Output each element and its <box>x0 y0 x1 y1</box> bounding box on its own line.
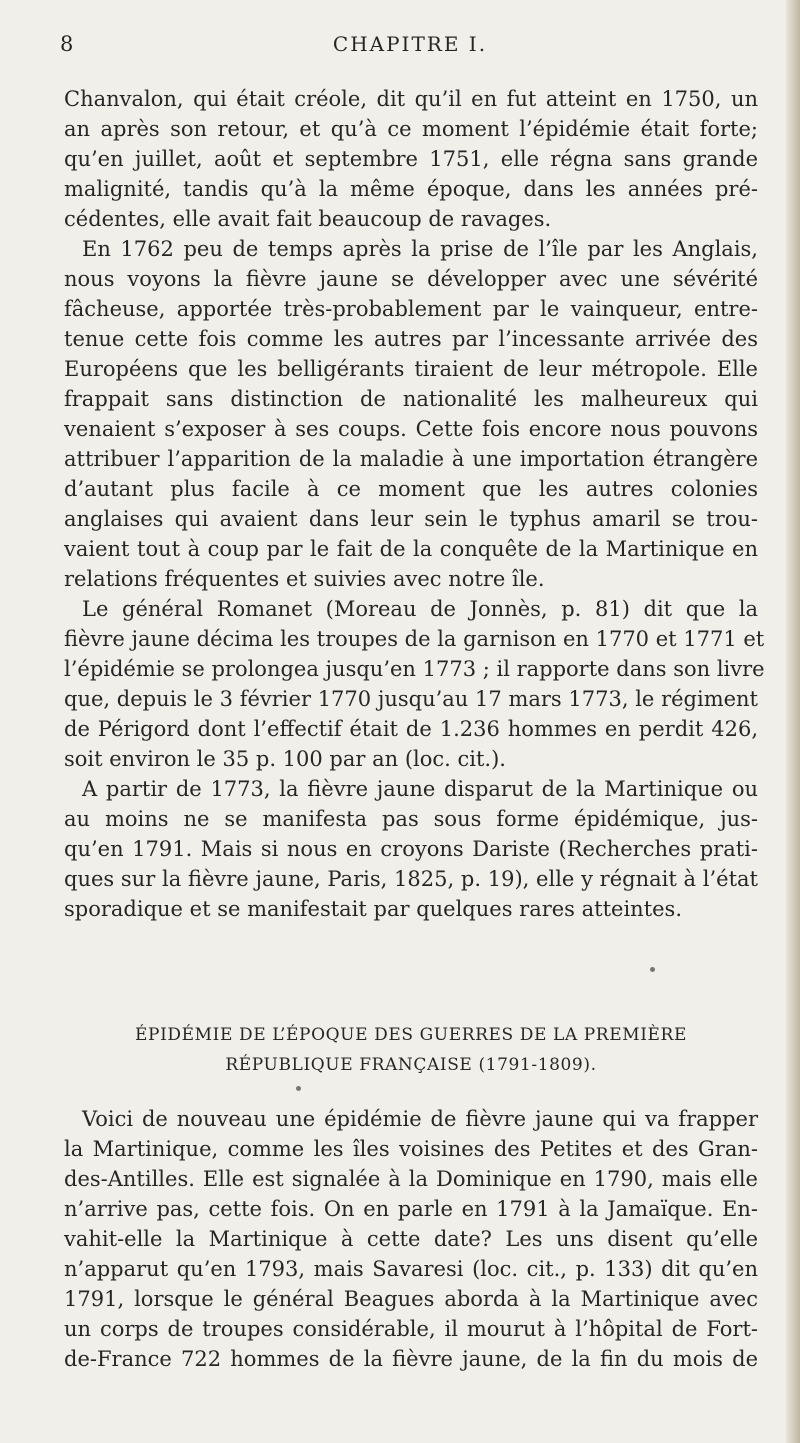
text-line: 1791, lorsque le général Beagues aborda à la Martinique avec <box>64 1287 758 1311</box>
paragraph-2 <box>64 234 758 594</box>
text-line: fièvre jaune décima les troupes de la garnison en 1770 et 1771 et <box>64 627 765 651</box>
text-line: qu’en juillet, août et septembre 1751, elle régna sans grande <box>64 147 758 171</box>
text-line: vahit-elle la Martinique à cette date? Les uns disent qu’elle <box>64 1227 758 1251</box>
text-line: n’arrive pas, cette fois. On en parle en 1791 à la Jamaïque. En- <box>64 1197 758 1221</box>
text-line: tenue cette fois comme les autres par l’incessante arrivée des <box>64 327 758 351</box>
page-header <box>60 32 760 66</box>
text-line: attribuer l’apparition de la maladie à une importation étrangère <box>64 447 758 471</box>
page-edge <box>786 0 800 1443</box>
text-line: qu’en 1791. Mais si nous en croyons Dariste (Recherches prati- <box>64 837 758 861</box>
paragraph-1 <box>64 84 758 234</box>
text-line: soit environ le 35 p. 100 par an (loc. cit.). <box>64 747 506 771</box>
paragraph-3 <box>64 594 765 774</box>
text-line: ques sur la fièvre jaune, Paris, 1825, p. 19), elle y régnait à l’état <box>64 867 758 891</box>
section-heading <box>64 1020 758 1080</box>
text-line: de-France 722 hommes de la fièvre jaune, de la fin du mois de <box>64 1347 758 1371</box>
text-line: fâcheuse, apportée très-probablement par le vainqueur, entre- <box>64 297 758 321</box>
text-line: Le général Romanet (Moreau de Jonnès, p. 81) dit que la <box>82 597 758 621</box>
text-line: de Périgord dont l’effectif était de 1.236 hommes en perdit 426, <box>64 717 758 741</box>
text-line: A partir de 1773, la fièvre jaune disparut de la Martinique ou <box>82 777 758 801</box>
text-line: d’autant plus facile à ce moment que les autres colonies <box>64 477 758 501</box>
text-line: anglaises qui avaient dans leur sein le typhus amaril se trou- <box>64 507 758 531</box>
text-line: venaient s’exposer à ses coups. Cette fois encore nous pouvons <box>64 417 758 441</box>
text-line: que, depuis le 3 février 1770 jusqu’au 17 mars 1773, le régiment <box>64 687 758 711</box>
page-number: 8 <box>60 32 75 56</box>
text-line: des-Antilles. Elle est signalée à la Dominique en 1790, mais elle <box>64 1167 758 1191</box>
text-line: Chanvalon, qui était créole, dit qu’il en fut atteint en 1750, un <box>64 87 758 111</box>
text-line: malignité, tandis qu’à la même époque, dans les années pré- <box>64 177 758 201</box>
section-heading-line: ÉPIDÉMIE DE L’ÉPOQUE DES GUERRES DE LA PREMIÈRE <box>135 1025 687 1045</box>
text-line: Européens que les belligérants tiraient de leur métropole. Elle <box>64 357 758 381</box>
running-title: CHAPITRE I. <box>332 32 488 56</box>
paragraph-4 <box>64 774 758 924</box>
text-line: En 1762 peu de temps après la prise de l’île par les Anglais, <box>82 237 758 261</box>
text-line: nous voyons la fièvre jaune se développer avec une sévérité <box>64 267 758 291</box>
section-paragraph <box>64 1104 758 1374</box>
text-line: vaient tout à coup par le fait de la conquête de la Martinique en <box>64 537 758 561</box>
ornament-dot <box>650 967 655 972</box>
section-heading-line: RÉPUBLIQUE FRANÇAISE (1791-1809). <box>225 1055 597 1075</box>
text-line: la Martinique, comme les îles voisines des Petites et des Gran- <box>64 1137 758 1161</box>
text-line: Voici de nouveau une épidémie de fièvre jaune qui va frapper <box>82 1107 758 1131</box>
ornament-dot <box>296 1086 301 1091</box>
text-line: frappait sans distinction de nationalité les malheureux qui <box>64 387 758 411</box>
text-line: au moins ne se manifesta pas sous forme épidémique, jus- <box>64 807 758 831</box>
text-line: n’apparut qu’en 1793, mais Savaresi (loc. cit., p. 133) dit qu’en <box>64 1257 758 1281</box>
text-line: an après son retour, et qu’à ce moment l’épidémie était forte; <box>64 117 758 141</box>
text-line: cédentes, elle avait fait beaucoup de ravages. <box>64 207 552 231</box>
text-line: un corps de troupes considérable, il mourut à l’hôpital de Fort- <box>64 1317 758 1341</box>
text-line: relations fréquentes et suivies avec notre île. <box>64 567 545 591</box>
text-line: sporadique et se manifestait par quelques rares atteintes. <box>64 897 683 921</box>
text-line: l’épidémie se prolongea jusqu’en 1773 ; il rapporte dans son livre <box>64 657 765 681</box>
